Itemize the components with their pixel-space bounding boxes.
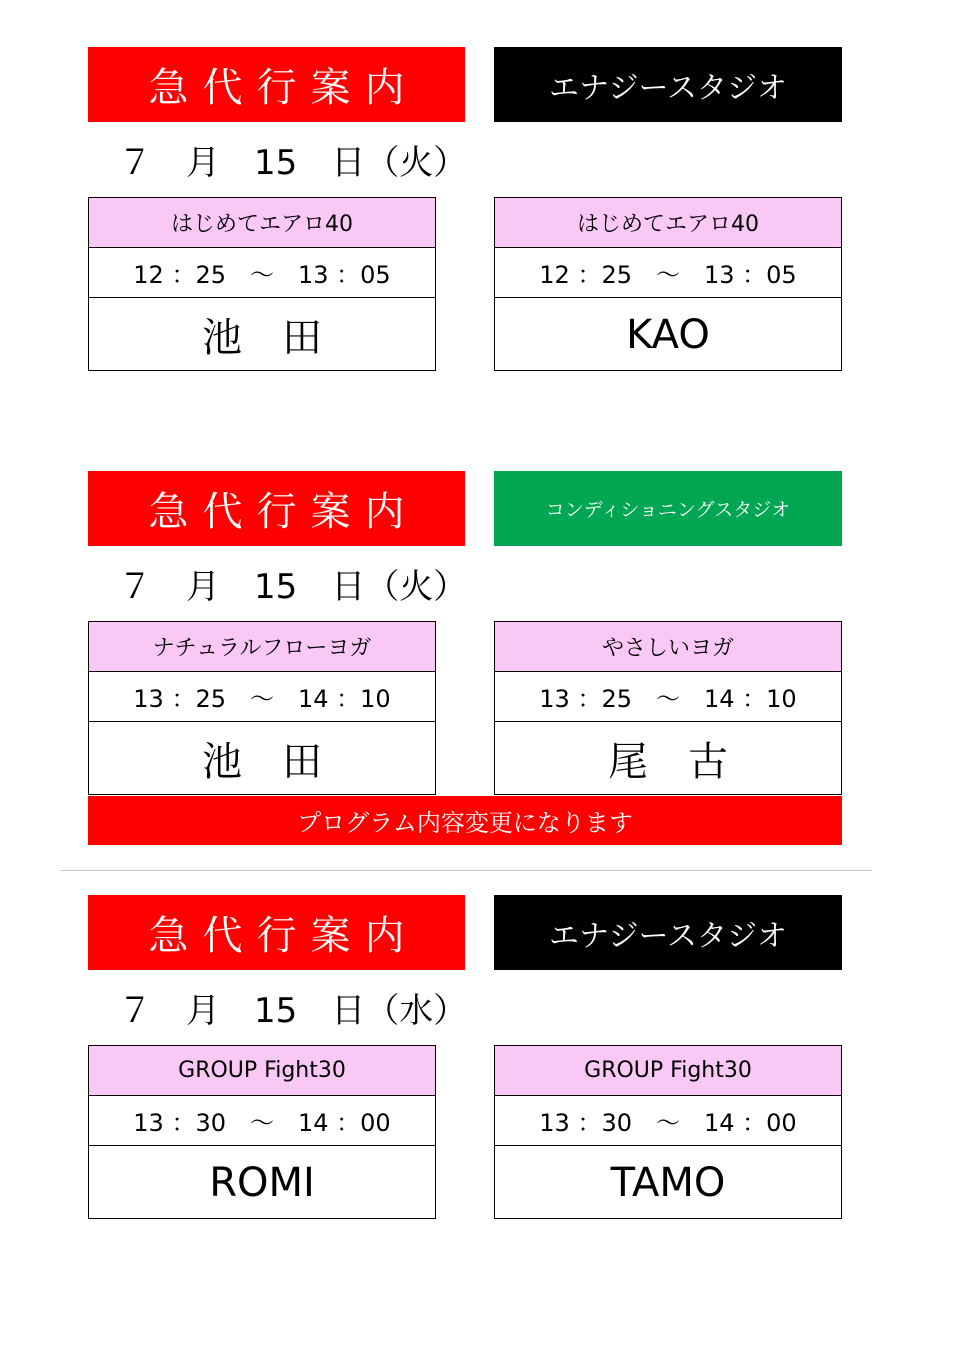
class-card bbox=[494, 197, 842, 371]
class-card bbox=[88, 1045, 436, 1219]
studio-label: コンディショニングスタジオ bbox=[494, 471, 842, 546]
class-time: 12 ：25 ～ 13 ：05 bbox=[89, 248, 435, 298]
class-card bbox=[494, 1045, 842, 1219]
instructor-name: 池 田 bbox=[202, 739, 322, 785]
program-name: GROUP Fight30 bbox=[495, 1046, 841, 1096]
instructor-name: KAO bbox=[626, 311, 710, 358]
studio-label: エナジースタジオ bbox=[494, 895, 842, 970]
program-name: はじめてエアロ40 bbox=[495, 198, 841, 248]
notice-date: ７ 月 15 日（火） bbox=[118, 566, 468, 607]
notice-banner: 急代行案内 bbox=[88, 471, 465, 546]
program-name: やさしいヨガ bbox=[495, 622, 841, 672]
studio-label: エナジースタジオ bbox=[494, 47, 842, 122]
instructor-name: 池 田 bbox=[202, 315, 322, 361]
class-card bbox=[88, 621, 436, 795]
notice-date: ７ 月 15 日（水） bbox=[118, 990, 468, 1031]
class-card bbox=[494, 621, 842, 795]
program-name: GROUP Fight30 bbox=[89, 1046, 435, 1096]
notice-date: ７ 月 15 日（火） bbox=[118, 142, 468, 183]
program-name: ナチュラルフローヨガ bbox=[89, 622, 435, 672]
class-time: 13 ：30 ～ 14 ：00 bbox=[495, 1096, 841, 1146]
program-name: はじめてエアロ40 bbox=[89, 198, 435, 248]
program-change-notice: プログラム内容変更になります bbox=[88, 796, 842, 845]
instructor-name: 尾 古 bbox=[608, 739, 728, 785]
class-time: 12 ：25 ～ 13 ：05 bbox=[495, 248, 841, 298]
class-time: 13 ：25 ～ 14 ：10 bbox=[89, 672, 435, 722]
class-card bbox=[88, 197, 436, 371]
class-time: 13 ：25 ～ 14 ：10 bbox=[495, 672, 841, 722]
instructor-name: TAMO bbox=[610, 1159, 726, 1206]
class-time: 13 ：30 ～ 14 ：00 bbox=[89, 1096, 435, 1146]
substitute-notice bbox=[0, 848, 960, 1268]
substitute-notice bbox=[0, 0, 960, 420]
notice-banner: 急代行案内 bbox=[88, 47, 465, 122]
substitute-notice bbox=[0, 424, 960, 844]
notice-banner: 急代行案内 bbox=[88, 895, 465, 970]
instructor-name: ROMI bbox=[209, 1159, 315, 1206]
